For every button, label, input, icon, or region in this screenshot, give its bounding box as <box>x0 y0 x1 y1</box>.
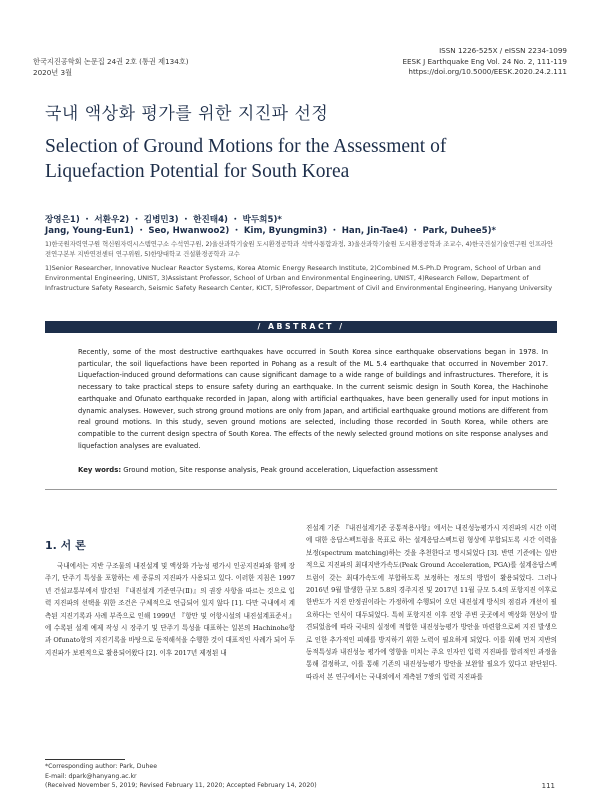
corresponding-author: *Corresponding author: Park, Duhee <box>45 763 158 770</box>
section-heading-introduction: 1. 서 론 <box>45 539 86 552</box>
keywords <box>78 466 548 474</box>
body-column-right: 진설계 기준 『내진설계기준 공통적용사항』에서는 내진성능평가시 지진파의 시간 이력에 대한 응답스펙트럼을 목표로 하는 설계응답스펙트럼 형상에 부합되도록 시간 이력을 보정(spectrum matching)하는 것을 추천한다고 명시되었다 [3]. 반면 기준에는 일반적으로 지진파의 최대지반가속도(Peak Ground Acceleration, PGA)를 설계응답스펙트럼이 갖는 최대가속도에 부합하도록 보정하는 정도의 방법이 활용되었다. 그러나 2016년 9월 발생한 규모 5.8의 경주지진 및 2017년 11월 규모 5.4의 포항지진 이후로 한반도가 지진 안정권이라는 가정하에 수행되어 오던 내진설계 방식의 점검과 개선이 필요하다는 인식이 대두되었다. 특히 포항지진 이후 진앙 주변 곳곳에서 액상화 현상이 발견되었음에 따라 국내의 실정에 적합한 내진성능평가 방안을 마련함으로써 지진 발생으로 인한 추가적인 피해를 방지하기 위한 노력이 필요하게 되었다. 이를 위해 먼저 지반의 동적특성과 내진성능 평가에 영향을 미치는 주요 인자인 입력 지진파를 합리적인 과정을 통해 결정하고, 이를 통해 기존의 내진성능평가 방안을 보완할 필요가 있다고 판단된다. 따라서 본 연구에서는 국내외에서 계측된 7쌍의 입력 지진파를 <box>306 524 557 681</box>
journal-name-ko: 한국지진공학회 논문집 24권 2호 (통권 제134호) <box>33 57 189 66</box>
journal-header-right <box>402 46 567 78</box>
journal-header-left <box>33 57 189 78</box>
journal-name-en: EESK J Earthquake Eng Vol. 24 No. 2, 111-119 <box>402 56 567 66</box>
keywords-list: Ground motion, Site response analysis, Peak ground acceleration, Liquefaction assessment <box>123 466 438 474</box>
abstract-heading: / ABSTRACT / <box>45 321 557 333</box>
abstract-text: Recently, some of the most destructive earthquakes have occurred in South Korea since earthquake observations began in 1978. In particular, the soil liquefactions have been reported in Pohang as a result of the ML 5.4 earthquake that occurred in November 2017. Liquefaction-induced ground deformations can cause significant damage to a wide range of buildings and infrastructures. Therefore, it is necessary to take practical steps to ensure safety during an earthquake. In the current seismic design in South Korea, the Hachinohe earthquake and Ofunato earthquake recorded in Japan, along with artificial earthquakes, have been generally used for input motions in dynamic analyses. However, such strong ground motions are only from Japan, and artificial earthquake ground motions are different from real ground motions. In this study, seven ground motions are selected, including those recorded in South Korea, while others are compatible to the current design spectra of South Korea. The effects of the newly selected ground motions on site response analyses and liquefaction analyses are evaluated. <box>78 348 548 450</box>
footnote-divider <box>45 759 125 760</box>
title-english: Selection of Ground Motions for the Assessment of Liquefaction Potential for South Korea <box>45 136 447 182</box>
body-column-left: 국내에서는 지반 구조물의 내진설계 및 액상화 가능성 평가시 인공지진파와 함께 장주기, 단주기 특성을 포함하는 세 종류의 지진파가 사용되고 있다. 이러한 지침은 1997년 건설교통부에서 발간된 『내진설계 기준연구(Ⅱ)』의 권장 사항을 따르는 것으로 입력 지진파의 선택을 위한 조건은 구체적으로 언급되어 있지 않다 [1]. 다만 국내에서 계측된 지진기록과 사례 부족으로 인해 1999년 『항만 및 어항시설의 내진설계표준서』에 수록된 설계 예제 작성 시 장주기 및 단주기 특성을 대표하는 일본의 Hachinohe항과 Ofunato항의 지진기록을 바탕으로 동적해석을 수행한 것이 대표적인 사례가 되어 두 지진파가 보편적으로 활용되어왔다 [2]. 이후 2017년 제정된 내 <box>45 562 295 657</box>
issue-date-ko: 2020년 3월 <box>33 67 73 77</box>
received-dates: (Received November 5, 2019; Revised February 11, 2020; Accepted February 14, 2020) <box>45 782 317 790</box>
affiliations-english: 1)Senior Researcher, Innovative Nuclear Reactor Systems, Korea Atomic Energy Research Institute, 2)Combined M.S-Ph.D Program, School of Urban and Environmental Engineering, UNIST, 3)Assistant Professor, School of Urban and Environmental Engineering, UNIST, 4)Research Fellow, Department of Infrastructure Safety Research, Seismic Safety Research Center, KICT, 5)Professor, Department of Civil and Environmental Engineering, Hanyang University <box>45 264 553 292</box>
issn: ISSN 1226-525X / eISSN 2234-1099 <box>439 46 567 55</box>
abstract-divider <box>45 489 557 490</box>
keywords-label: Key words: <box>78 466 122 474</box>
authors-korean: 장영은1) ・ 서환우2) ・ 김병민3) ・ 한진태4) ・ 박두희5)* <box>45 215 282 225</box>
author-email: E-mail: dpark@hanyang.ac.kr <box>45 772 137 780</box>
footnote <box>45 762 317 791</box>
affiliations-korean: 1)한국원자력연구원 혁신원자력시스템연구소 수석연구원, 2)울산과학기술원 도시환경공학과 석박사통합과정, 3)울산과학기술원 도시환경공학과 조교수, 4)한국건설기술연구원 인프라안전연구본부 지반연전센터 연구위원, 5)한양대학교 건설환경공학과 교수 <box>45 241 554 258</box>
doi-link[interactable]: https://doi.org/10.5000/EESK.2020.24.2.111 <box>408 67 567 76</box>
page-number: 111 <box>541 782 555 790</box>
authors-english: Jang, Young-Eun1) ・ Seo, Hwanwoo2) ・ Kim, Byungmin3) ・ Han, Jin-Tae4) ・ Park, Duhee5)* <box>45 226 497 236</box>
title-korean: 국내 액상화 평가를 위한 지진파 선정 <box>45 104 329 124</box>
